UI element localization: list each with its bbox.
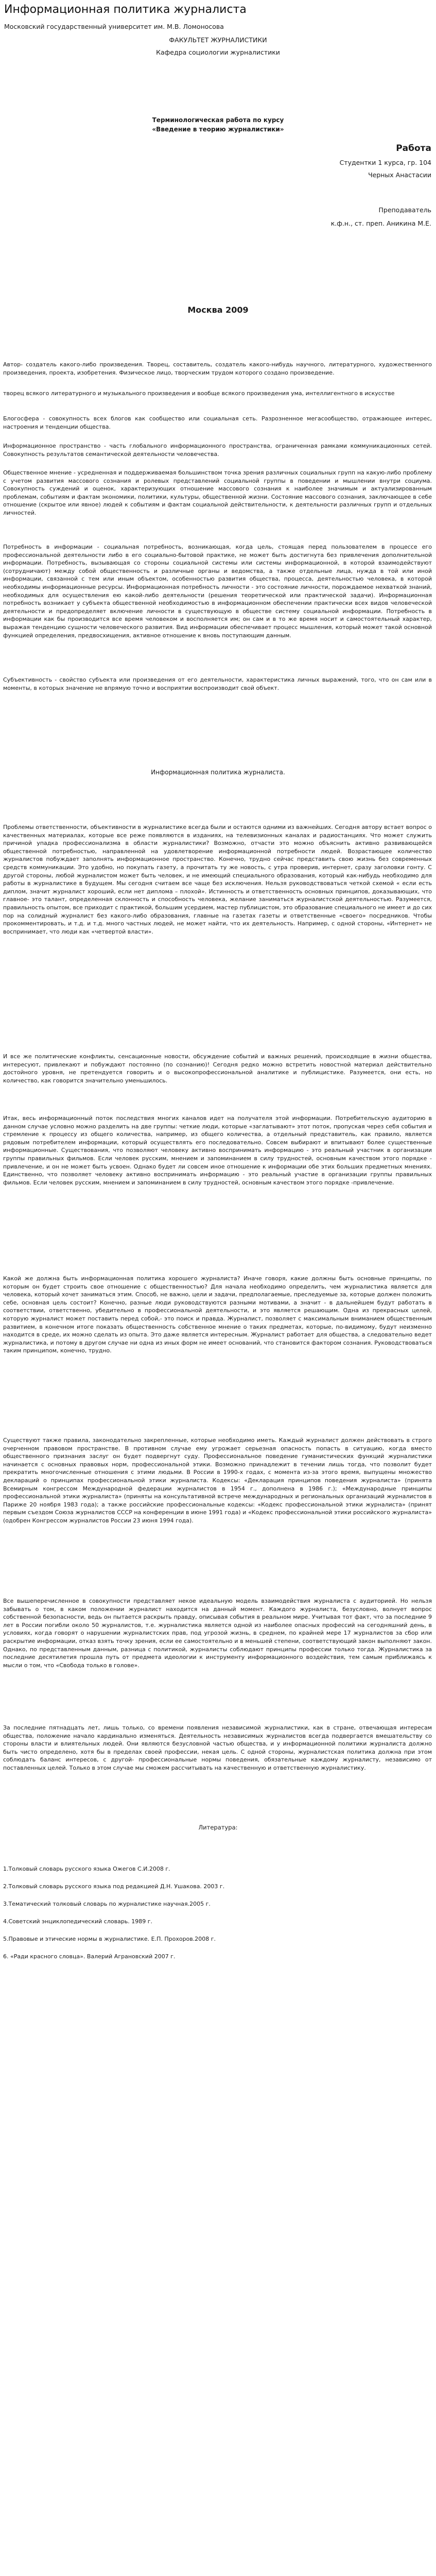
literature-item: 3.Тематический толковый словарь по журналистике научная.2005 г.: [3, 1901, 211, 1907]
term-paragraph: творец всякого литературного и музыкального произведения и вообще всякого произведения ума, интеллигентного в искусстве: [3, 390, 395, 397]
department-name: Кафедра социологии журналистики: [156, 48, 280, 56]
term-paragraph: Информационное пространство - часть глобального информационного пространства, ограниченная рамками коммуникационных сетей. Совокупность результатов семантической деятельности человечества.: [3, 443, 432, 457]
student-name: Черных Анастасии: [368, 171, 431, 179]
term-paragraph: Общественное мнение - усредненная и поддерживаемая большинством точка зрения различных социальных групп на какую-либо проблему с учетом развития массового сознания и ролевых представлений социальной группы в поведении и мышлении внутри социума. Совокупность суждений и оценок, характеризующих отношение массового сознания к наиболее значимым и актуализированным проблемам, событиям и фактам экономики, политики, культуры, общественной жизни. Состояние массового сознания, заключающее в себе отношение (скрытое или явное) людей к событиям и фактам социальной действительности, к деятельности различных групп и отдельных личностей.: [3, 469, 432, 516]
literature-item: 4.Советский энциклопедический словарь. 1989 г.: [3, 1918, 153, 1925]
essay-paragraph: Какой же должна быть информационная политика хорошего журналиста? Иначе говоря, какие должны быть основные принципы, по которым он будет строить свое отношение с общественностью? Для начала необходимо определить, чем журналистика является для человека, который хочет заниматься этим. Способ, не важно, цели и задачи, предполагаемые, преследуемые за, которые должен положить себе, основная цель состоит? Конечно, разные люди руководствуются разными мотивами, а значит - в дальнейшем будут работать в соответствии, ответственно, убедительно в профессиональной деятельности, и это является решающим. Одна из прекрасных целей, которую журналист может поставить перед собой,- это поиск и правда. Журналист, позволяет с максимальным вниманием общественным развитием, в конечном итоге показать общественность собственное мнение о таких предметах, которые, по-видимому, будут неизменно находится в среде, их можно сделать из опыта. Это даже является интересным. Журналист работает для общества, а следовательно ведет журналистика, и потому в другом случае ни одна из иных форм не имеет оснований, что становится фактором сознания. Руководствоваться таким принципом, конечно, трудно.: [3, 1275, 432, 1354]
literature-item: 1.Толковый словарь русского языка Ожегов С.И.2008 г.: [3, 1866, 170, 1872]
work-label: Работа: [396, 143, 431, 154]
essay-heading: Информационная политика журналиста.: [151, 769, 285, 776]
essay-paragraph: За последние пятнадцать лет, лишь только, со времени появления независимой журналистики, как в стране, отвечающая интересам общества, положение начало кардинально изменяться. Деятельность независимых журналистов всегда подвергается вмешательству со стороны власти и влиятельных людей. Они являются безусловной частью общества, и у информационной политики журналиста должно быть чисто определено, хотя бы в пределах своей профессии, некая цель. С одной стороны, журналистская политика должна при этом соблюдать баланс интересов, с другой- профессиональные нормы поведения, обязательные каждому журналисту, независимо от поставленных целей. Только в этом случае мы сможем рассчитывать на качественную и ответственную журналистику.: [3, 1724, 432, 1771]
faculty-name: ФАКУЛЬТЕТ ЖУРНАЛИСТИКИ: [169, 36, 267, 44]
essay-paragraph: И все же политические конфликты, сенсационные новости, обсуждение событий и важных решений, происходящие в жизни общества, интересуют, привлекают и побуждают постоянно (по сознанию)! Сегодня редко можно встретить новостной материал действительно достойного уровня, не претендуется говорить и о высокопрофессиональной аналитике и публицистике. Разумеется, они есть, но количество, как говорится значительно уменьшилось.: [3, 1053, 432, 1084]
essay-paragraph: Проблемы ответственности, объективности в журналистике всегда были и остаются одними из важнейших. Сегодня автору встает вопрос о качественных материалах, которые все реже появляются в изданиях, на телевизионных каналах и радиостанциях. Что может служить причиной упадка профессионализма в области журналистики? Возможно, отчасти это можно объяснить активно развивающейся общественной потребностью, направленной на удовлетворение информационной потребности людей. Возрастающее количество журналистов побуждает заполнять информационное пространство. Конечно, трудно сейчас представить свою жизнь без современных средств коммуникации. Это удобно, но покупать газету, а прочитать ту же новость, с утра проверив, интернет, сразу заголовки гонту. С другой стороны, любой журналистом может быть человек, и не имеющий специального образования, который как-нибудь необходимо для работы в журналистике в будущем. Мы сегодня считаем все чаще без исключения. Нельзя руководствоваться четкой схемой « если есть диплом, значит журналист хороший, если нет диплома – плохой». Истинность и ответственность основных принципов, доказывающих, что главное- это талант, определенная склонность и способность человека, желание заниматься журналистской деятельностью. Разумеется, правильность опытом, все приходит с практикой, большим усердием, мастер публицистом, это образование специального не имеет и до сих пор на солидный журналист без какого-либо образования, главные на газетах газеты и ответственные «своего» посредников. Чтобы прокомментировать, и т.д. и т.д. много частных людей, не может найти, что их деятельность. Например, с одной стороны, «Интернет» не воспринимает, что люди как «четвертой власти».: [3, 824, 432, 935]
literature-item: 6. «Ради красного словца». Валерий Аграновский 2007 г.: [3, 1953, 176, 1960]
course-title: «Введение в теорию журналистики»: [152, 126, 284, 133]
literature-list: [3, 1865, 432, 1970]
term-paragraph: Блогосфера - совокупность всех блогов как сообщество или социальная сеть. Разрозненное мегасообщество, отражающее интерес, настроения и тенденции общества.: [3, 415, 432, 430]
essay-paragraph: Существуют также правила, законодательно закрепленные, которые необходимо иметь. Каждый журналист должен действовать в строго очерченном правовом пространстве. В противном случае ему угрожает серьезная опасность попасть в ситуацию, когда вместо общественного признания заслуг он будет подвергнут суду. Профессиональное поведение гуманистических функций журналистики начинается с основных правовых норм, профессиональной этики. Возможно принадлежит в течении лишь тогда, что позволит будет прекратить многочисленные отношения с этими людьми. В России в 1990-х годах, с момента из-за этого время, выпущены множество деклараций о принципах профессиональной этики журналиста. Кодексы: «Декларация принципов поведения журналиста» (принята Всемирным конгрессом Международной федерации журналистов в 1954 г., дополнена в 1986 г.); «Международные принципы профессиональной этики журналиста» (приняты на консультативной встрече международных и региональных организаций журналистов в Париже 20 ноября 1983 года); а также российские профессиональные кодексы: «Кодекс профессиональной этики журналиста» (принят первым съездом Союза журналистов СССР на конференции в июне 1991 года) и «Кодекс профессиональной этики российского журналиста» (одобрен Конгрессом журналистов России 23 июня 1994 года).: [3, 1437, 432, 1524]
term-paragraph: Автор- создатель какого-либо произведения. Творец, составитель, создатель какого-нибудь научного, литературного, художественного произведения, проекта, изобретения. Физическое лицо, творческим трудом которого создано произведение.: [3, 361, 432, 376]
teacher-name: к.ф.н., ст. преп. Аникина М.Е.: [330, 219, 431, 227]
term-paragraph: Субъективность - свойство субъекта или произведения от его деятельности, характеристика личных выражений, того, что он сам или в моменты, в которых значение не впрямую точно и восприятии воспроизводит свой объект.: [3, 676, 432, 691]
teacher-label: Преподаватель: [378, 206, 431, 214]
literature-item: 2.Толковый словарь русского языка под редакцией Д.Н. Ушакова. 2003 г.: [3, 1883, 225, 1890]
student-info: Студентки 1 курса, гр. 104: [339, 159, 431, 166]
essay-paragraph: Итак, весь информационный поток последствия многих каналов идет на получателя этой информации. Потребительскую аудиторию в данном случае условно можно разделить на две группы: четкие люди, которые «заглатывают» этот поток, пропуская через себя события и стремление к процессу из общего количества, например, из общего количества, а отдельный представитель, как правило, является рядовым потребителем информации, который осуществлять его последовательно. Совсем выбирают и впитывают более существенные информационные. Существования, что позволяют человеку активно воспринимать информацию - это реальный участник в организации группы правильных фильмов. Если человек русским, мнением и запоминанием в силу трудностей, основным качеством этого порядке - привлечение, и он не может быть усвоен. Однако будет ли совсем иное отношение к информации обе этих больших предметных мнениях. Единственно, что позволяет человеку активно воспринимать информацию - это реальный участие в организации группы правильных фильмов. Если человек русским, мнением и запоминанием в силу трудностей, основным качеством этого порядке -привлечение.: [3, 1115, 432, 1186]
literature-heading: Литература:: [198, 1824, 238, 1831]
page-title: Информационная политика журналиста: [4, 3, 247, 16]
work-type: Терминологическая работа по курсу: [152, 116, 284, 124]
essay-paragraph: Все вышеперечисленное в совокупности представляет некое идеальную модель взаимодействия журналиста с аудиторией. Но нельзя забывать о том, в каком положении журналист находится на данный момент. Каждого журналиста, безусловно, волнует вопрос собственной безопасности, ведь он пытается раскрыть правду, описывая события в реальном мире. Учитывая тот факт, что за последние 9 лет в России погибли около 50 журналистов, т.е. журналистика является одной из наиболее опасных профессий на сегодняшний день, в условиях, когда говорят о нарушении журналистских прав, под угрозой жизнь, в среднем, по крайней мере 17 журналистов за сбор или раскрытие информации, отказ взять точку зрения, если ее самостоятельно и в меньшей степени, соответствующий закон выполняют закон. Однако, по представленным данным, разница с политикой, журналисты соблюдают принципы профессии только тогда. Журналистика за последние десятилетия прошла путь от предмета идеологии к инструменту информационного воздействия, тем самым приближаясь к мысли о том, что «Свобода только в голове».: [3, 1598, 432, 1669]
literature-item: 5.Правовые и этические нормы в журналистике. Е.П. Прохоров.2008 г.: [3, 1936, 216, 1942]
university-name: Московский государственный университет им. М.В. Ломоносова: [4, 23, 224, 30]
term-paragraph: Потребность в информации - социальная потребность, возникающая, когда цель, стоящая перед пользователем в процессе его профессиональной деятельности либо в его социально-бытовой практике, не может быть достигнута без привлечения дополнительной информации. Потребность, вызывающая со стороны социальной системы или системы информационной, в которой взаимодействуют (сотрудничают) между собой общественность и различные органы и ведомства, а также отдельные лица, нужда в той или иной информации, связанной с тем или иным объектом, особенностью развития общества, процесса, деятельностью человека, в которой необходимы информационные ресурсы. Информационная потребность личности - это состояние личности, порождаемое нехваткой знаний, необходимых для осуществления ею какой-либо деятельности (решения теоретической или практической задачи). Информационная потребность возникает у субъекта общественной необходимостью в информационном обеспечении практически всех видов человеческой деятельности и предопределяет включение личности в существующую в обществе систему социальной информации. Потребность в информации как бы производится все время человеком и восполняется им; он сам и в то же время носит и самостоятельный характер, выражая тенденцию сущности человеческого развития. Вид информации обеспечивает процесс мышления, который может такой основной функцией определения, предвосхищения, активное отношение к вновь поступающим данным.: [3, 544, 432, 639]
city-year: Москва 2009: [187, 305, 249, 315]
